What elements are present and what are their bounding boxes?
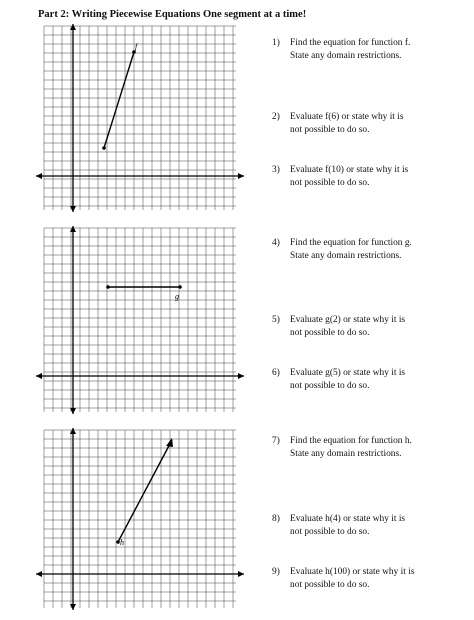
- question-line: Evaluate f(6) or state why it is: [290, 112, 404, 122]
- question-number: 5): [272, 315, 280, 325]
- question-text: [290, 435, 468, 461]
- endpoint-f-start: [102, 146, 106, 150]
- question-line: State any domain restrictions.: [290, 251, 402, 261]
- question-text: [290, 37, 468, 63]
- endpoint-g-start: [106, 285, 110, 289]
- graph-label-g: g: [175, 292, 179, 301]
- question-text: [290, 367, 468, 393]
- x-axis-right-arrow: [238, 173, 244, 179]
- question-line: not possible to do so.: [290, 125, 370, 135]
- graph-label-h: h: [120, 538, 124, 547]
- question-line: not possible to do so.: [290, 328, 370, 338]
- question-text: [290, 314, 468, 340]
- x-axis-left-arrow: [36, 173, 42, 179]
- question-number: 7): [272, 436, 280, 446]
- graph-g: [36, 224, 244, 416]
- question-line: not possible to do so.: [290, 580, 370, 590]
- x-axis-left-arrow: [36, 571, 42, 577]
- question-text: [290, 111, 468, 137]
- question-number: 1): [272, 38, 280, 48]
- x-axis-right-arrow: [238, 571, 244, 577]
- segment-h: [118, 440, 172, 542]
- question-text: [290, 237, 468, 263]
- question-line: Evaluate g(2) or state why it is: [290, 315, 406, 325]
- question-number: 3): [272, 165, 280, 175]
- question-number: 8): [272, 514, 280, 524]
- question-line: Find the equation for function g.: [290, 238, 412, 248]
- question-text: [290, 566, 468, 592]
- x-axis-left-arrow: [36, 373, 42, 379]
- question-line: not possible to do so.: [290, 178, 370, 188]
- question-number: 9): [272, 567, 280, 577]
- endpoint-h-arrow: [166, 438, 173, 447]
- question-text: [290, 513, 468, 539]
- endpoint-g-end: [178, 285, 182, 289]
- question-number: 2): [272, 112, 280, 122]
- question-line: Evaluate h(100) or state why it is: [290, 567, 415, 577]
- x-axis-right-arrow: [238, 373, 244, 379]
- graph-label-f: f: [135, 42, 138, 51]
- question-number: 6): [272, 368, 280, 378]
- question-line: Evaluate h(4) or state why it is: [290, 514, 406, 524]
- question-text: [290, 164, 468, 190]
- question-line: Evaluate g(5) or state why it is: [290, 368, 406, 378]
- question-line: Find the equation for function f.: [290, 38, 411, 48]
- question-line: not possible to do so.: [290, 381, 370, 391]
- question-line: not possible to do so.: [290, 527, 370, 537]
- segment-f: [104, 52, 134, 148]
- question-number: 4): [272, 238, 280, 248]
- question-line: State any domain restrictions.: [290, 449, 402, 459]
- graph-h: [36, 426, 244, 612]
- question-line: Evaluate f(10) or state why it is: [290, 165, 409, 175]
- page-title: Part 2: Writing Piecewise Equations One segment at a time!: [38, 9, 307, 20]
- question-line: State any domain restrictions.: [290, 51, 402, 61]
- question-line: Find the equation for function h.: [290, 436, 412, 446]
- graph-f: [36, 22, 244, 214]
